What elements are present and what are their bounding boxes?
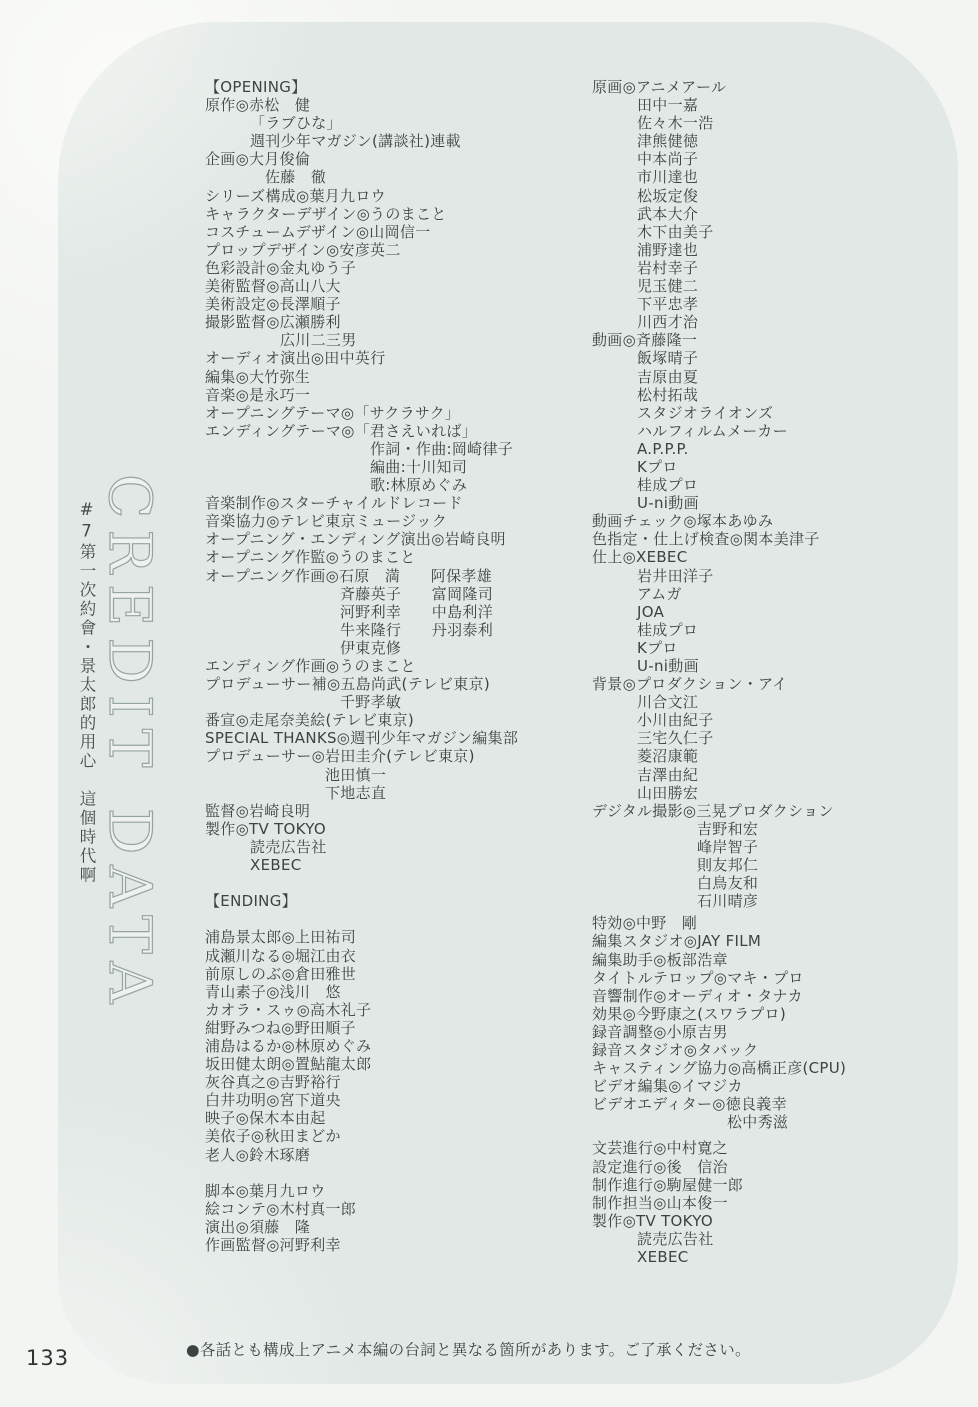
credit-line: 桂成プロ	[637, 476, 699, 495]
credit-line: 作画監督◎河野利幸	[205, 1236, 341, 1254]
credit-line: 佐々木一浩	[637, 114, 714, 133]
credit-line	[205, 874, 595, 892]
credit-line: 斉藤英子 富岡隆司	[340, 584, 494, 603]
credit-line: オープニング作画◎石原 満 阿保孝雄	[205, 566, 492, 585]
credit-line: 製作◎TV TOKYO	[205, 819, 327, 838]
credit-line: 制作進行◎駒屋健一郎	[592, 1175, 744, 1194]
credit-line: カオラ・スゥ◎高木礼子	[205, 1000, 372, 1019]
credit-line: ビデオ編集◎イマジカ	[592, 1077, 743, 1096]
credit-line: 特効◎中野 剛	[592, 914, 698, 933]
credit-line: U-ni動画	[637, 494, 699, 513]
credit-line: オープニング作監◎うのまこと	[205, 548, 416, 567]
credit-line: 松坂定俊	[637, 186, 699, 205]
credit-line: 原作◎赤松 健	[205, 96, 311, 115]
credit-line: 色指定・仕上げ検査◎関本美津子	[592, 530, 820, 549]
credit-line: プロデューサー補◎五島尚武(テレビ東京)	[205, 675, 491, 694]
credit-line: オーディオ演出◎田中英行	[205, 349, 386, 368]
credit-line: 田中一嘉	[637, 96, 699, 115]
credit-line: 浦島はるか◎林原めぐみ	[205, 1036, 372, 1055]
credit-line: アムガ	[637, 584, 682, 603]
credit-line: 制作担当◎山本俊一	[592, 1193, 728, 1212]
credit-line: 編集スタジオ◎JAY FILM	[592, 932, 762, 951]
credit-line: 編集助手◎板部浩章	[592, 950, 728, 969]
credit-line: 成瀬川なる◎堀江由衣	[205, 946, 357, 965]
credit-line: エンディングテーマ◎「君さえいれば」	[205, 421, 477, 440]
credit-line: 音楽◎是永巧一	[205, 385, 311, 404]
credit-line: ハルフィルムメーカー	[637, 421, 788, 440]
credit-line: XEBEC	[637, 1248, 689, 1266]
credit-line: 歌:林原めぐみ	[370, 476, 468, 495]
credit-line: 浦島景太郎◎上田祐司	[205, 928, 357, 947]
credit-line: 桂成プロ	[637, 620, 699, 639]
credit-line: 青山素子◎浅川 悠	[205, 982, 341, 1001]
footer-note: ●各話とも構成上アニメ本編の台詞と異なる箇所があります。ご了承ください。	[186, 1341, 751, 1359]
credit-line: A.P.P.P.	[637, 439, 689, 458]
credit-line: 吉野和宏	[697, 819, 759, 838]
credit-line: U-ni動画	[637, 657, 699, 675]
credit-line: 録音スタジオ◎タバック	[592, 1040, 759, 1059]
credit-line: 美依子◎秋田まどか	[205, 1127, 341, 1146]
credit-line: Kプロ	[637, 457, 678, 476]
credit-line: エンディング作画◎うのまこと	[205, 657, 416, 675]
credit-line: 白鳥友和	[697, 874, 759, 893]
credit-line: 牛来隆行 丹羽泰利	[340, 620, 494, 639]
credit-line: ビデオエディター◎徳良義幸	[592, 1095, 787, 1114]
credit-line: シリーズ構成◎葉月九ロウ	[205, 186, 386, 205]
credit-line: 坂田健太朗◎置鮎龍太郎	[205, 1055, 372, 1074]
credit-line: 津熊健徳	[637, 132, 699, 151]
credit-line: 吉澤由紀	[637, 765, 699, 784]
credit-line: タイトルテロップ◎マキ・プロ	[592, 968, 804, 987]
credit-line: 紺野みつね◎野田順子	[205, 1018, 356, 1037]
credit-line: 武本大介	[637, 204, 699, 223]
credit-line: SPECIAL THANKS◎週刊少年マガジン編集部	[205, 729, 519, 748]
credit-line: 伊東克修	[340, 638, 402, 657]
credit-line: 動画◎斉藤隆一	[592, 331, 698, 350]
credit-data-panel	[58, 22, 958, 1384]
credit-line: 色彩設計◎金丸ゆう子	[205, 258, 357, 277]
credit-line: 木下由美子	[637, 222, 714, 241]
credit-line: 菱沼康範	[637, 747, 699, 766]
credit-line: 老人◎鈴木琢磨	[205, 1145, 311, 1164]
credit-line: 録音調整◎小原吉男	[592, 1022, 728, 1041]
credit-line: 仕上◎XEBEC	[592, 548, 688, 567]
credit-line: 週刊少年マガジン(講談社)連載	[250, 132, 461, 151]
credit-line: オープニング・エンディング演出◎岩崎良明	[205, 530, 506, 549]
credit-line: 映子◎保木本由起	[205, 1109, 326, 1128]
credit-line: 下地志直	[325, 783, 387, 802]
credit-line: 石川晴彦	[697, 892, 759, 911]
credit-line: 峰岸智子	[697, 837, 759, 856]
credits-column-left	[205, 78, 595, 1254]
credit-line: 脚本◎葉月九ロウ	[205, 1181, 326, 1200]
credit-line: プロデューサー◎岩田圭介(テレビ東京)	[205, 747, 475, 766]
credit-line: 河野利幸 中島利洋	[340, 602, 494, 621]
credit-line: XEBEC	[250, 856, 302, 875]
credit-line: 則友邦仁	[697, 856, 759, 875]
credit-line: 中本尚子	[637, 150, 699, 169]
credit-line: 【OPENING】	[205, 78, 307, 96]
credit-line: 山田勝宏	[637, 783, 699, 802]
credit-line: 編曲:十川知司	[370, 457, 468, 476]
credit-line: 監督◎岩崎良明	[205, 801, 311, 820]
credit-line: プロップデザイン◎安彦英二	[205, 240, 401, 259]
credit-line: 「ラブひな」	[250, 114, 342, 133]
credit-line: 番宣◎走尾奈美絵(テレビ東京)	[205, 711, 414, 730]
credit-line: キャスティング協力◎高橋正彦(CPU)	[592, 1059, 847, 1078]
credit-line: 市川達也	[637, 168, 699, 187]
credit-line: 効果◎今野康之(スワラプロ)	[592, 1004, 786, 1023]
credit-line: 池田慎一	[325, 765, 387, 784]
credit-line: オープニングテーマ◎「サクラサク」	[205, 403, 461, 422]
credit-line: 前原しのぶ◎倉田雅世	[205, 964, 357, 983]
credit-line: Kプロ	[637, 638, 678, 657]
credit-line: 企画◎大月俊倫	[205, 150, 311, 169]
credit-line: 広川二三男	[280, 331, 357, 350]
credit-line: 美術設定◎長澤順子	[205, 295, 341, 314]
credit-line: 岩井田洋子	[637, 566, 714, 585]
episode-subtitle-vertical: #7第一次約會・景太郎的用心 這個時代啊	[77, 500, 96, 885]
credit-line: 松中秀滋	[727, 1113, 789, 1132]
credit-line: 編集◎大竹弥生	[205, 367, 311, 386]
credit-line: 設定進行◎後 信治	[592, 1157, 728, 1176]
credit-line: 作詞・作曲:岡崎律子	[370, 439, 514, 458]
credit-line: 浦野達也	[637, 240, 699, 259]
credit-line: デジタル撮影◎三晃プロダクション	[592, 801, 834, 820]
credit-line: 演出◎須藤 隆	[205, 1217, 311, 1236]
credit-line: コスチュームデザイン◎山岡信一	[205, 222, 431, 241]
credit-line: 飯塚晴子	[637, 349, 699, 368]
credit-line: キャラクターデザイン◎うのまこと	[205, 204, 447, 223]
credit-line: 原画◎アニメアール	[592, 78, 727, 96]
credit-line: 三宅久仁子	[637, 729, 714, 748]
credit-line: 川西才治	[637, 313, 699, 332]
credit-line: 背景◎プロダクション・アイ	[592, 675, 788, 694]
credit-line: 音響制作◎オーディオ・タナカ	[592, 986, 803, 1005]
credit-line: 小川由紀子	[637, 711, 714, 730]
page-number: 133	[26, 1346, 70, 1370]
credit-line: 佐藤 徹	[265, 168, 327, 187]
credit-line: 白井功明◎宮下道央	[205, 1091, 341, 1110]
credit-line: JOA	[637, 602, 665, 621]
credit-data-title-vertical: CREDIT DATA	[96, 474, 164, 1015]
credit-line: 灰谷真之◎吉野裕行	[205, 1073, 341, 1092]
credit-line: 川合文江	[637, 693, 699, 712]
credit-line: 文芸進行◎中村寛之	[592, 1139, 728, 1158]
credit-line: 読売広告社	[250, 837, 327, 856]
credit-line	[205, 1164, 595, 1182]
credit-line: 児玉健二	[637, 277, 699, 296]
credit-line: 動画チェック◎塚本あゆみ	[592, 512, 774, 531]
credits-column-right	[592, 78, 978, 1266]
credit-line: 絵コンテ◎木村真一郎	[205, 1199, 357, 1218]
credit-line: 製作◎TV TOKYO	[592, 1211, 714, 1230]
credit-line	[205, 910, 595, 928]
credit-line: 千野孝敏	[340, 693, 402, 712]
credit-line: 下平忠孝	[637, 295, 699, 314]
credit-line: 美術監督◎高山八大	[205, 277, 341, 296]
credit-line: 岩村幸子	[637, 258, 699, 277]
credit-line: 音楽協力◎テレビ東京ミュージック	[205, 512, 447, 531]
credit-line: 撮影監督◎広瀬勝利	[205, 313, 341, 332]
credit-line: 読売広告社	[637, 1229, 714, 1248]
credit-line: スタジオライオンズ	[637, 403, 774, 422]
credit-line: 松村拓哉	[637, 385, 699, 404]
credit-line: 音楽制作◎スターチャイルドレコード	[205, 494, 463, 513]
credit-line: 【ENDING】	[205, 892, 297, 911]
credit-line: 吉原由夏	[637, 367, 699, 386]
